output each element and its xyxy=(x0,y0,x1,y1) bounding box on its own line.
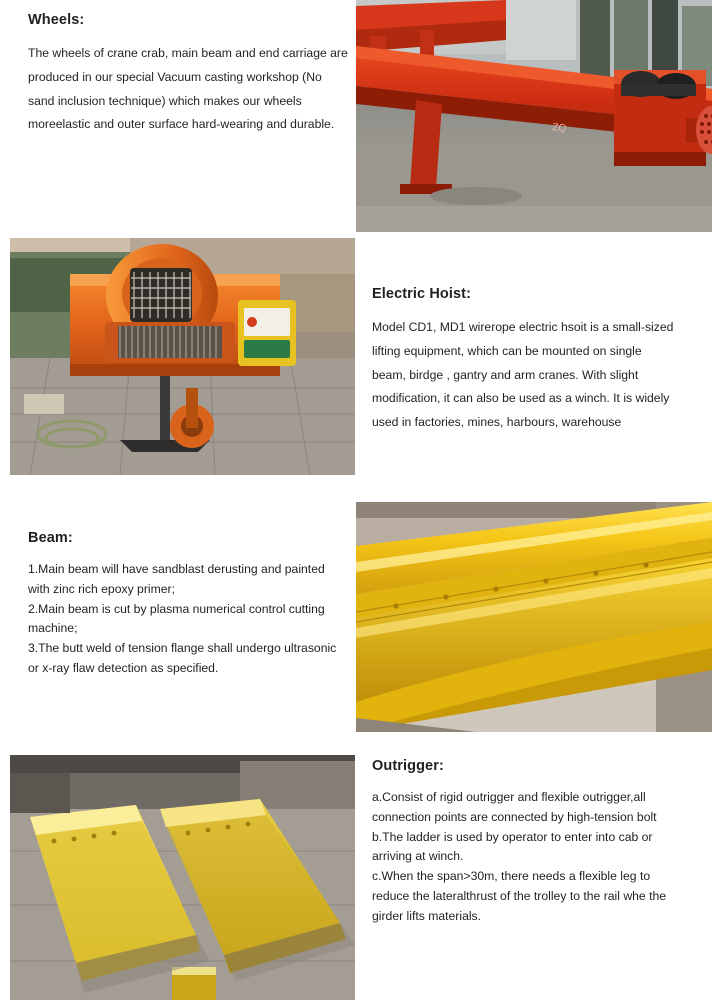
outrigger-line-4: arriving at winch. xyxy=(372,849,464,864)
section-electric-hoist-text xyxy=(372,286,677,435)
section-title-electric-hoist: Electric Hoist: xyxy=(372,286,471,302)
section-body-electric-hoist: Model CD1, MD1 wirerope electric hsoit is a small-sized lifting equipment, which can be mounted on single beam, birdge , gantry and arm cranes. With slight modification, it can also be used as a winch. It is widely used in factories, mines, harbours, warehouse xyxy=(372,320,674,430)
photo-outrigger-girders xyxy=(10,755,355,1000)
outrigger-line-3: b.The ladder is used by operator to enter into cab or xyxy=(372,829,653,844)
photo-electric-hoist xyxy=(10,238,355,475)
section-beam-text xyxy=(28,530,348,679)
section-title-outrigger: Outrigger: xyxy=(372,758,444,774)
section-body-wheels: The wheels of crane crab, main beam and end carriage are produced in our special Vacuum casting workshop (No sand inclusion technique) which makes our wheels moreelastic and outer surface hard-wearing and durable. xyxy=(28,46,348,132)
beam-line-5: 3.The butt weld of tension flange shall undergo ultrasonic xyxy=(28,641,337,656)
beam-line-6: or x-ray flaw detection as specified. xyxy=(28,660,219,675)
outrigger-line-2: connection points are connected by high-tension bolt xyxy=(372,809,657,824)
section-title-wheels: Wheels: xyxy=(28,12,85,28)
section-body-outrigger xyxy=(372,788,682,926)
photo-beam-girder xyxy=(356,502,712,732)
outrigger-line-1: a.Consist of rigid outrigger and flexible outrigger,all xyxy=(372,790,646,804)
beam-line-2: with zinc rich epoxy primer; xyxy=(28,581,175,596)
section-title-beam: Beam: xyxy=(28,530,73,546)
beam-line-4: machine; xyxy=(28,621,78,636)
section-wheels-text xyxy=(28,12,348,137)
beam-line-1: 1.Main beam will have sandblast derusting and painted xyxy=(28,562,325,576)
photo-wheels-crane-beam xyxy=(356,0,712,232)
outrigger-line-6: reduce the lateralthrust of the trolley to the rail whe the xyxy=(372,888,667,903)
section-body-beam xyxy=(28,560,348,679)
section-outrigger-text xyxy=(372,758,682,926)
outrigger-line-5: c.When the span>30m, there needs a flexible leg to xyxy=(372,869,651,884)
svg-text:ZQ: ZQ xyxy=(551,122,567,135)
beam-line-3: 2.Main beam is cut by plasma numerical control cutting xyxy=(28,601,325,616)
outrigger-line-7: girder lifts materials. xyxy=(372,908,482,923)
